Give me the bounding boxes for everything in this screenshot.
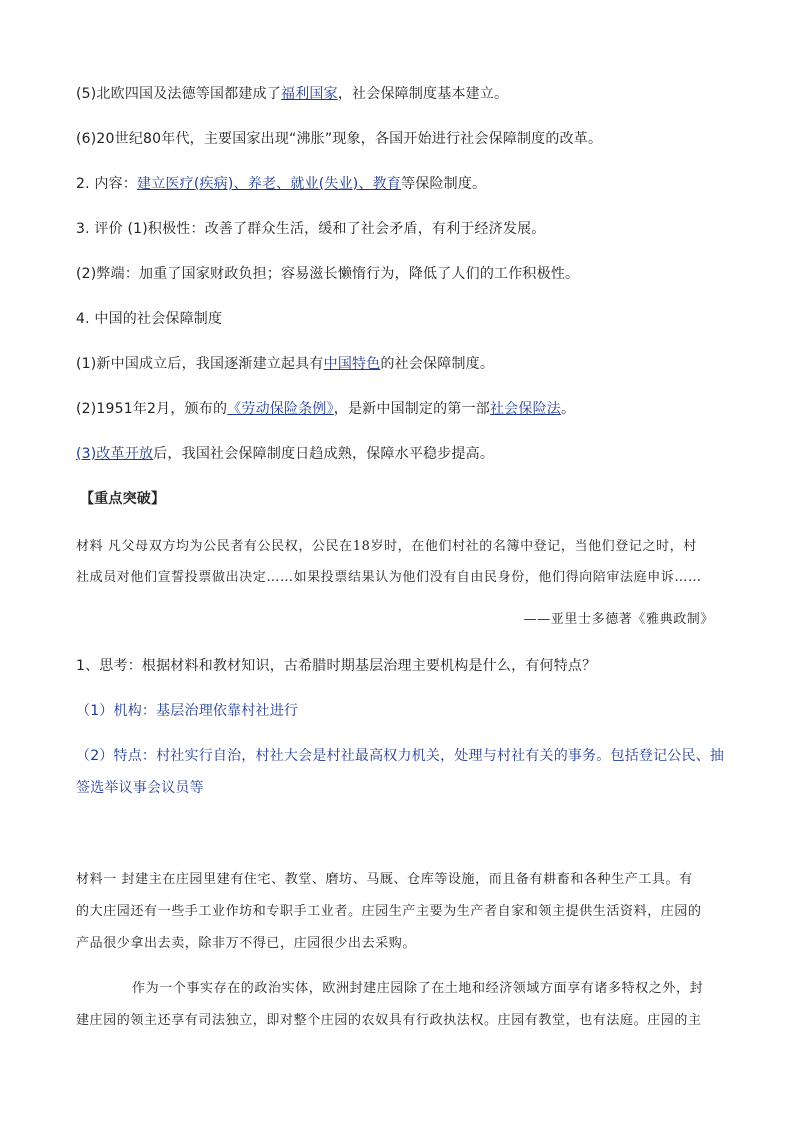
text: 后，我国社会保障制度日趋成熟，保障水平稳步提高。 xyxy=(153,446,495,462)
answer-features-line-2: 签选举议事会议员等 xyxy=(76,780,204,796)
material-line-1: 材料 凡父母双方均为公民者有公民权，公民在18岁时，在他们村社的名簿中登记，当他们登记之时，村 xyxy=(76,539,697,554)
manor-material-1-line-1: 材料一 封建主在庄园里建有住宅、教堂、磨坊、马厩、仓库等设施，而且备有耕畜和各种生产工具。有 xyxy=(76,872,693,887)
paragraph-china-3 xyxy=(76,444,494,464)
link-reform-opening[interactable]: (3)改革开放 xyxy=(76,446,154,462)
question-1: 1、思考：根据材料和教材知识，古希腊时期基层治理主要机构是什么，有何特点？ xyxy=(76,658,597,674)
manor-material-2-line-1: 作为一个事实存在的政治实体，欧洲封建庄园除了在土地和经济领域方面享有诸多特权之外，封 xyxy=(132,981,704,996)
text: 2. 内容： xyxy=(76,176,138,192)
text: 等保险制度。 xyxy=(401,176,487,192)
link-welfare-state[interactable]: 福利国家 xyxy=(281,86,338,102)
text: 。 xyxy=(560,401,576,417)
paragraph-china-2 xyxy=(76,399,575,419)
text: 的社会保障制度。 xyxy=(380,356,495,372)
paragraph-welfare-states xyxy=(76,84,508,104)
section-heading-key-points: 【重点突破】 xyxy=(80,491,166,507)
paragraph-evaluation-negative: (2)弊端：加重了国家财政负担；容易滋长懒惰行为，降低了人们的工作积极性。 xyxy=(76,266,580,282)
text: ，社会保障制度基本建立。 xyxy=(337,86,509,102)
material-source: ——亚里士多德著《雅典政制》 xyxy=(523,612,714,627)
link-social-insurance-law[interactable]: 社会保险法 xyxy=(489,401,561,417)
answer-institution: （1）机构：基层治理依靠村社进行 xyxy=(76,703,299,719)
answer-features-line-1: （2）特点：村社实行自治，村社大会是村社最高权力机关，处理与村社有关的事务。包括登记公民、抽 xyxy=(76,748,725,764)
paragraph-1980s-reform: (6)20世纪80年代，主要国家出现“沸胀”现象，各国开始进行社会保障制度的改革。 xyxy=(76,131,603,147)
link-chinese-characteristics[interactable]: 中国特色 xyxy=(323,356,381,372)
paragraph-china-1 xyxy=(76,354,494,374)
paragraph-evaluation-positive: 3. 评价 (1)积极性：改善了群众生活，缓和了社会矛盾，有利于经济发展。 xyxy=(76,221,546,237)
text: (1)新中国成立后，我国逐渐建立起具有 xyxy=(76,356,324,372)
text: (2)1951年2月，颁布的 xyxy=(76,401,228,417)
link-labor-insurance-regulations[interactable]: 《劳动保险条例》 xyxy=(227,401,334,417)
text: (5)北欧四国及法德等国都建成了 xyxy=(76,86,282,102)
manor-material-1-line-2: 的大庄园还有一些手工业作坊和专职手工业者。庄园生产主要为生产者自家和领主提供生活资料，庄园的 xyxy=(76,904,702,919)
manor-material-1-line-3: 产品很少拿出去卖，除非万不得已，庄园很少出去采购。 xyxy=(76,936,417,951)
material-line-2: 社成员对他们宣誓投票做出决定……如果投票结果认为他们没有自由民身份，他们得向陪审法庭申诉…… xyxy=(76,570,702,585)
link-insurance-types[interactable]: 建立医疗(疾病)、养老、就业(失业)、教育 xyxy=(137,176,402,192)
paragraph-content xyxy=(76,174,486,194)
manor-material-2-line-2: 建庄园的领主还享有司法独立，即对整个庄园的农奴具有行政执法权。庄园有教堂，也有法庭。庄园的主 xyxy=(76,1013,702,1028)
text: ，是新中国制定的第一部 xyxy=(333,401,490,417)
heading-china-social-security: 4. 中国的社会保障制度 xyxy=(76,311,223,327)
